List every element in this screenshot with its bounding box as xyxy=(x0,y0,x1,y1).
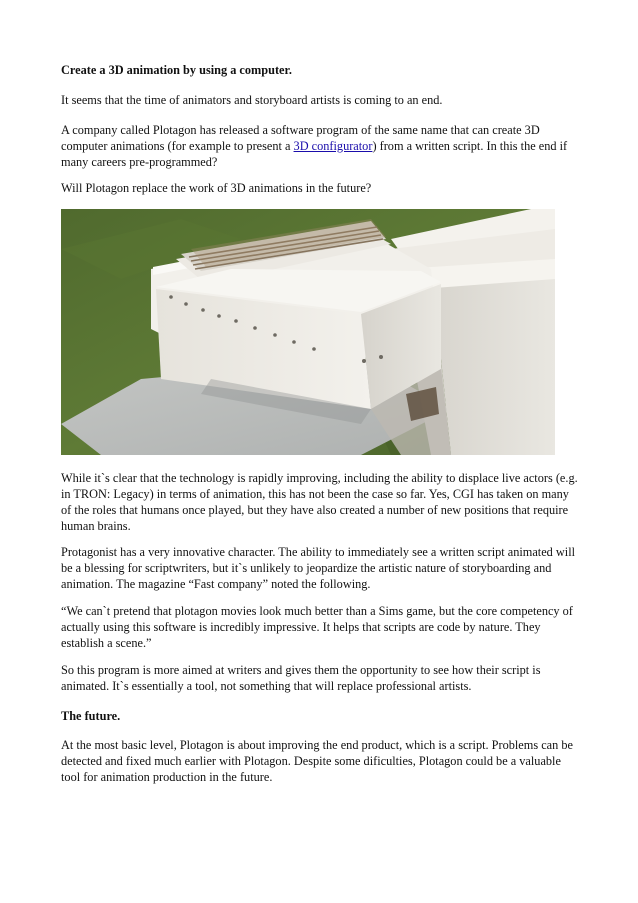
document-title: Create a 3D animation by using a computer. xyxy=(61,63,292,77)
paragraph-3: Will Plotagon replace the work of 3D animations in the future? xyxy=(61,181,372,195)
paragraph-2 xyxy=(61,122,581,170)
paragraph-2-text-after: ) from a written script. In this the end if many careers pre-programmed? xyxy=(61,139,568,169)
section-subheading: The future. xyxy=(61,709,121,723)
paragraph-7: So this program is more aimed at writers and gives them the opportunity to see how their script is animated. It`s essentially a tool, not something that will replace professional artists. xyxy=(61,663,541,693)
paragraph-5: Protagonist has a very innovative character. The ability to immediately see a written script animated will be a blessing for scriptwriters, but it`s unlikely to jeopardize the artistic nature of storyboarding and animation. The magazine “Fast company” noted the following. xyxy=(61,545,576,591)
paragraph-4-block xyxy=(61,470,581,534)
document-title-block xyxy=(61,62,581,78)
paragraph-4: While it`s clear that the technology is rapidly improving, including the ability to displace live actors (e.g. in TRON: Legacy) in terms of animation, this has not been the case so far. Yes, CGI has taken on many of the roles that humans once played, but they have also created a number of new positions that require human brains. xyxy=(61,471,578,533)
paragraph-5-block xyxy=(61,544,581,592)
building-render-illustration xyxy=(61,209,555,455)
paragraph-1: It seems that the time of animators and storyboard artists is coming to an end. xyxy=(61,93,443,107)
building-render-image xyxy=(61,209,555,455)
subheading-block xyxy=(61,708,581,724)
paragraph-6-quote: “We can`t pretend that plotagon movies look much better than a Sims game, but the core competency of actually using this software is incredibly impressive. It helps that scripts are code by nature. They establish a scene.” xyxy=(61,604,573,650)
paragraph-6-block xyxy=(61,603,581,651)
paragraph-1-block xyxy=(61,92,581,108)
paragraph-2-text-before: A company called Plotagon has released a software program of the same name that can create 3D computer animations (for example to present a xyxy=(61,123,540,153)
paragraph-7-block xyxy=(61,662,581,694)
paragraph-8-block xyxy=(61,737,581,785)
paragraph-2-block xyxy=(61,122,581,170)
paragraph-3-block xyxy=(61,180,581,196)
paragraph-8: At the most basic level, Plotagon is about improving the end product, which is a script. Problems can be detected and fixed much earlier with Plotagon. Despite some dificulties, Plotagon could be a valuable tool for animation production in the future. xyxy=(61,738,573,784)
3d-configurator-link[interactable]: 3D configurator xyxy=(293,139,373,153)
